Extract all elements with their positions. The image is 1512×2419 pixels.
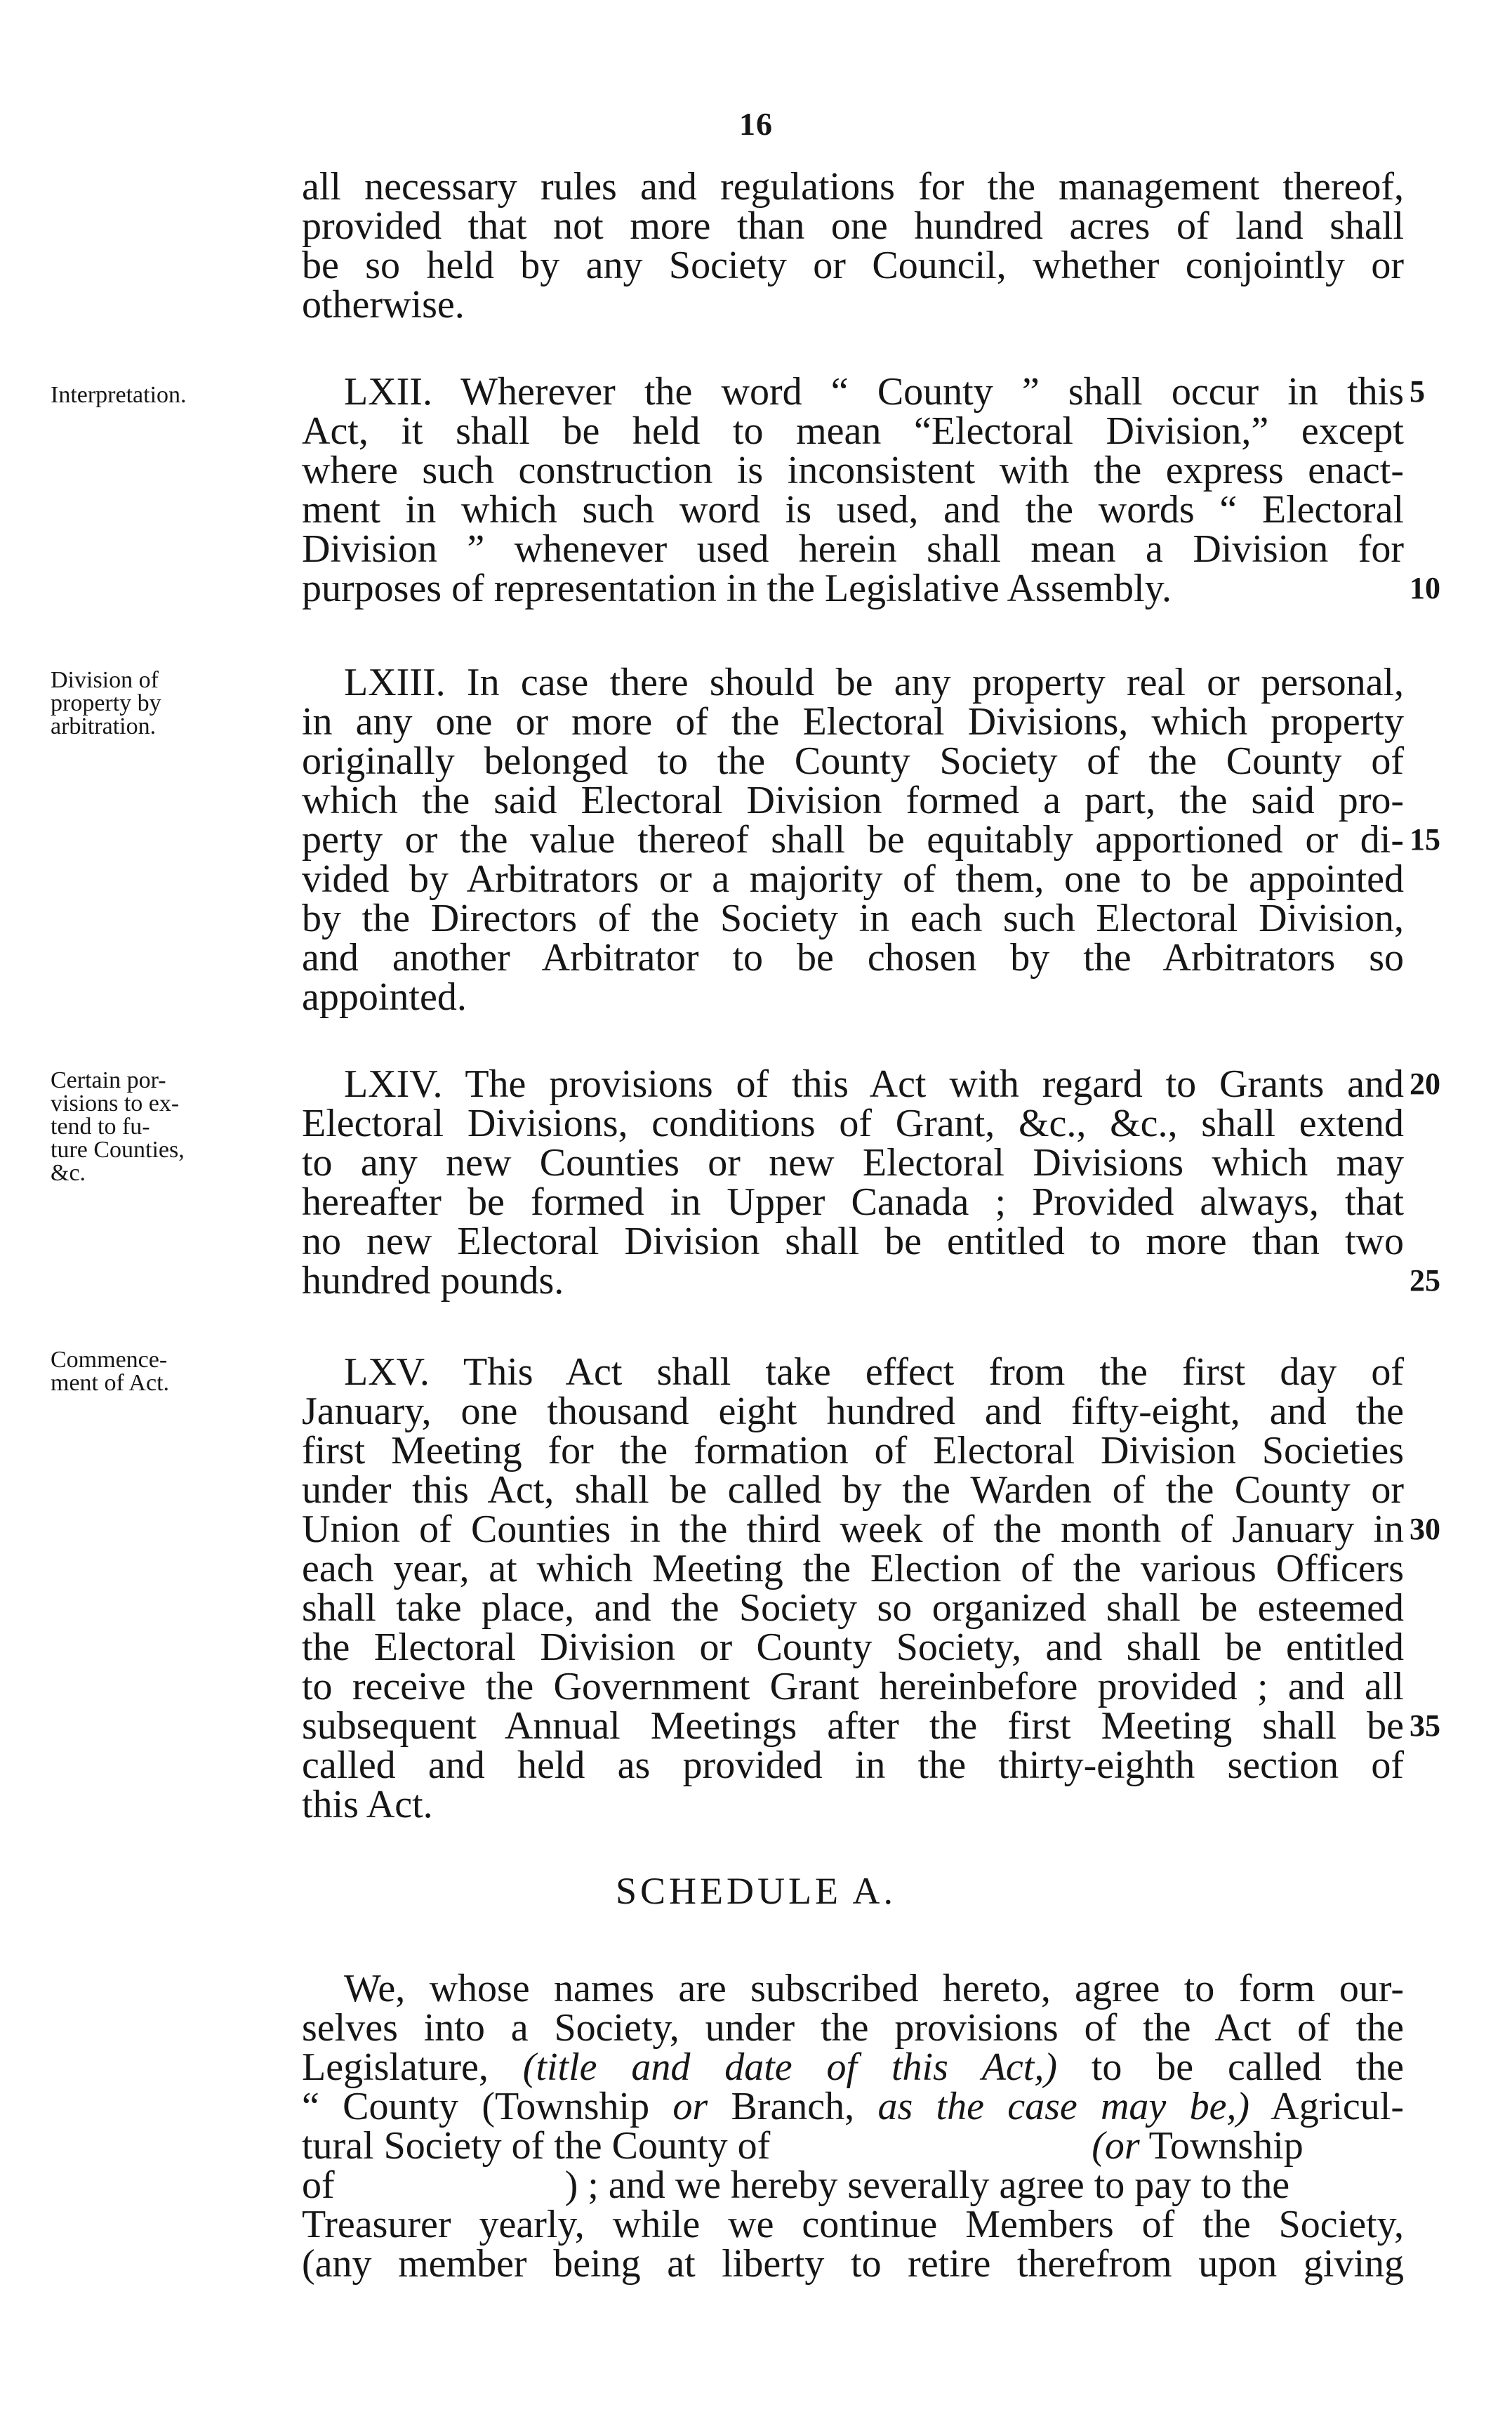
- text-line: no new Electoral Division shall be entitled to more than two: [302, 1220, 1404, 1263]
- text-fragment: Branch,: [731, 2085, 855, 2128]
- margin-note-future-counties: Certain por- visions to ex- tend to fu- ture Counties, &c.: [51, 1067, 185, 1186]
- text-line: shall take place, and the Society so organized shall be esteemed: [302, 1586, 1404, 1630]
- text-line: selves into a Society, under the provisions of the Act of the: [302, 2006, 1404, 2050]
- text-fragment: ) ; and we hereby severally agree to pay to the: [564, 2163, 1290, 2207]
- text-line: Union of Counties in the third week of the month of January in: [302, 1508, 1404, 1551]
- italic-fragment: (title and date of this Act,): [522, 2045, 1057, 2089]
- line-number: 35: [1410, 1708, 1440, 1743]
- text-line: this Act.: [302, 1783, 433, 1826]
- text-line: by the Directors of the Society in each such Electoral Division,: [302, 897, 1404, 940]
- line-number: 25: [1410, 1263, 1440, 1298]
- text-line: hereafter be formed in Upper Canada ; Provided always, that: [302, 1180, 1404, 1224]
- text-line: [302, 2125, 1404, 2167]
- text-line: otherwise.: [302, 283, 465, 327]
- text-line: purposes of representation in the Legislative Assembly.: [302, 567, 1172, 610]
- text-line: Act, it shall be held to mean “Electoral Division,” except: [302, 409, 1404, 453]
- text-line: [302, 2046, 1404, 2088]
- text-line: January, one thousand eight hundred and fifty-eight, and the: [302, 1390, 1404, 1433]
- text-fragment: Township: [1148, 2124, 1304, 2168]
- text-fragment: of: [302, 2163, 335, 2207]
- text-line: called and held as provided in the thirty-eighth section of: [302, 1744, 1404, 1787]
- text-line: all necessary rules and regulations for the management thereof,: [302, 165, 1404, 209]
- text-line: Treasurer yearly, while we continue Members of the Society,: [302, 2203, 1404, 2246]
- text-line: which the said Electoral Division formed a part, the said pro-: [302, 779, 1404, 822]
- italic-fragment: as the case may be,): [877, 2085, 1250, 2128]
- text-fragment: tural Society of the County of: [302, 2124, 771, 2168]
- page-number: 16: [739, 106, 773, 142]
- line-number: 10: [1410, 571, 1440, 605]
- text-line: subsequent Annual Meetings after the first Meeting shall be: [302, 1704, 1404, 1748]
- margin-note-commencement: Commence- ment of Act.: [51, 1347, 170, 1396]
- line-number: 15: [1410, 822, 1440, 857]
- text-line: originally belonged to the County Society of the County of: [302, 739, 1404, 783]
- text-line: the Electoral Division or County Society, and shall be entitled: [302, 1626, 1404, 1669]
- text-fragment: to be called the: [1091, 2045, 1404, 2089]
- text-line: in any one or more of the Electoral Divisions, which property: [302, 700, 1404, 744]
- text-line: be so held by any Society or Council, whether conjointly or: [302, 244, 1404, 287]
- margin-note-division-of-property: Division of property by arbitration.: [51, 667, 161, 739]
- text-line: where such construction is inconsistent with the express enact-: [302, 449, 1404, 492]
- text-line: LXV. This Act shall take effect from the first day of: [344, 1350, 1404, 1394]
- line-number: 30: [1410, 1512, 1440, 1546]
- text-line: and another Arbitrator to be chosen by the Arbitrators so: [302, 936, 1404, 980]
- text-line: first Meeting for the formation of Electoral Division Societies: [302, 1429, 1404, 1472]
- text-line: each year, at which Meeting the Election of the various Officers: [302, 1547, 1404, 1590]
- line-number: 5: [1410, 374, 1425, 409]
- text-line: LXIII. In case there should be any property real or personal,: [344, 661, 1404, 704]
- text-line: We, whose names are subscribed hereto, agree to form our-: [344, 1967, 1404, 2010]
- text-line: to receive the Government Grant hereinbefore provided ; and all: [302, 1665, 1404, 1708]
- text-line: to any new Counties or new Electoral Divisions which may: [302, 1141, 1404, 1185]
- text-line: LXIV. The provisions of this Act with regard to Grants and: [344, 1062, 1404, 1106]
- text-line: perty or the value thereof shall be equitably apportioned or di-: [302, 818, 1404, 862]
- margin-note-interpretation: Interpretation.: [51, 382, 187, 408]
- italic-fragment: (or: [1092, 2124, 1140, 2168]
- italic-fragment: or: [672, 2085, 708, 2128]
- text-line: vided by Arbitrators or a majority of them, one to be appointed: [302, 857, 1404, 901]
- text-line: LXII. Wherever the word “ County ” shall occur in this: [344, 370, 1404, 414]
- text-line: Electoral Divisions, conditions of Grant, &c., &c., shall extend: [302, 1102, 1404, 1145]
- text-line: hundred pounds.: [302, 1259, 564, 1303]
- schedule-heading: SCHEDULE A.: [615, 1870, 896, 1912]
- text-line: (any member being at liberty to retire therefrom upon giving: [302, 2242, 1404, 2286]
- text-fragment: “ County (Township: [302, 2085, 650, 2128]
- text-fragment: Legislature,: [302, 2045, 489, 2089]
- text-line: Division ” whenever used herein shall mean a Division for: [302, 527, 1404, 571]
- text-line: [302, 2085, 1404, 2128]
- text-line: ment in which such word is used, and the words “ Electoral: [302, 488, 1404, 532]
- text-line: under this Act, shall be called by the Warden of the County or: [302, 1468, 1404, 1512]
- text-line: appointed.: [302, 975, 467, 1019]
- text-line: [302, 2164, 1404, 2206]
- line-number: 20: [1410, 1067, 1440, 1101]
- text-fragment: Agricul-: [1271, 2085, 1404, 2128]
- text-line: provided that not more than one hundred acres of land shall: [302, 204, 1404, 248]
